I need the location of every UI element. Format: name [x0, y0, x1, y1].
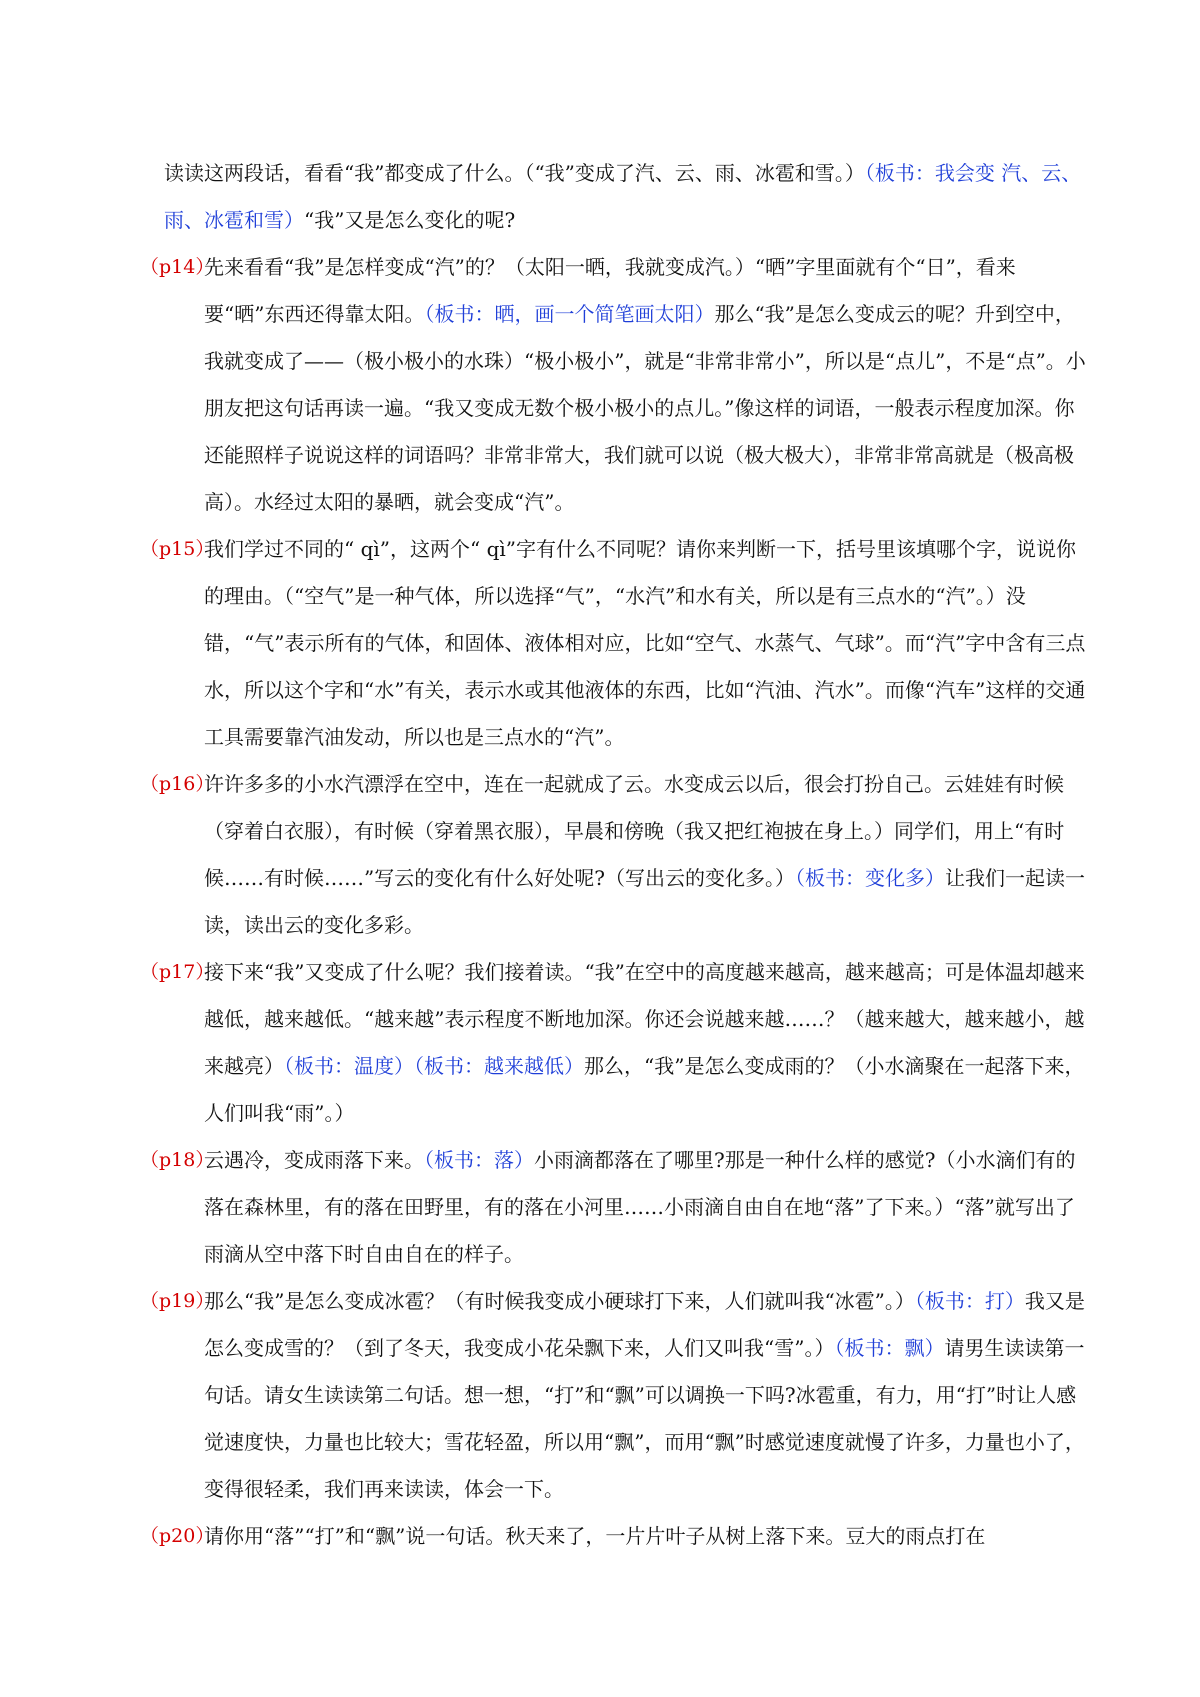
text-run: 许许多多的小水汽漂浮在空中，连在一起就成了云。水变成云以后，很会打扮自己。云娃娃有时候（穿着白衣服），有时候（穿着黑衣服），早晨和傍晚（我又把红袍披在身上。）同学们，用上“有时候……有时候……”写云的变化有什么好处呢?（写出云的变化多。） [204, 772, 1065, 890]
page-marker: （p17） [140, 961, 215, 983]
text-run: 云遇冷，变成雨落下来。 [204, 1148, 424, 1172]
blackboard-note: （板书：晒，画一个简笔画太阳） [424, 302, 715, 326]
text-run: “我”又是怎么变化的呢? [304, 208, 516, 232]
text-run: 先来看看“我”是怎样变成“汽”的？（太阳一晒，我就变成汽。）“晒”字里面就有个“日”，看来要“晒”东西还得靠太阳。 [204, 255, 1016, 326]
paragraph-intro [140, 150, 1090, 244]
blackboard-note: （板书：飘） [834, 1336, 945, 1360]
paragraph-p19 [140, 1278, 1090, 1513]
text-run: 我又是怎么变成雪的？（到了冬天，我变成小花朵飘下来，人们又叫我“雪”。） [204, 1289, 1085, 1360]
text-run: 那么，“我”是怎么变成雨的？（小水滴聚在一起落下来，人们叫我“雨”。） [204, 1054, 1085, 1125]
text-run: 我们学过不同的“ qì”，这两个“ qì”字有什么不同呢？请你来判断一下，括号里该填哪个字，说说你的理由。（“空气”是一种气体，所以选择“气”，“水汽”和水有关，所以是有三点水的“汽”。）没错，“气”表示所有的气体，和固体、液体相对应，比如“空气、水蒸气、气球”。而“汽”字中含有三点水，所以这个字和“水”有关，表示水或其他液体的东西，比如“汽油、汽水”。而像“汽车”这样的交通工具需要靠汽油发动，所以也是三点水的“汽”。 [204, 537, 1086, 749]
paragraph-p14 [140, 244, 1090, 526]
paragraph-p16 [140, 761, 1090, 949]
blackboard-note: （板书：落） [424, 1148, 534, 1172]
text-run: 读读这两段话，看看“我”都变成了什么。（“我”变成了汽、云、雨、冰雹和雪。） [164, 161, 865, 185]
text-run: 那么“我”是怎么变成冰雹？（有时候我变成小硬球打下来，人们就叫我“冰雹”。） [204, 1289, 915, 1313]
paragraph-p15 [140, 526, 1090, 761]
text-run: 那么“我”是怎么变成云的呢？升到空中，我就变成了——（极小极小的水珠）“极小极小”，就是“非常非常小”，所以是“点儿”，不是“点”。小朋友把这句话再读一遍。“我又变成无数个极小极小的点儿。”像这样的词语，一般表示程度加深。你还能照样子说说这样的词语吗？非常非常大，我们就可以说（极大极大），非常非常高就是（极高极高）。水经过太阳的暴晒，就会变成“汽”。 [204, 302, 1086, 514]
page-marker: （p16） [140, 773, 215, 795]
blackboard-note: （板书：温度）（板书：越来越低） [284, 1054, 584, 1078]
page-marker: （p19） [140, 1290, 215, 1312]
text-run: 接下来“我”又变成了什么呢？我们接着读。“我”在空中的高度越来越高，越来越高；可是体温却越来越低，越来越低。“越来越”表示程度不断地加深。你还会说越来越……？（越来越大，越来越小，越来越亮） [204, 960, 1085, 1078]
text-run: 小雨滴都落在了哪里?那是一种什么样的感觉?（小水滴们有的落在森林里，有的落在田野里，有的落在小河里……小雨滴自由自在地“落”了下来。）“落”就写出了雨滴从空中落下时自由自在的样子。 [204, 1148, 1076, 1266]
blackboard-note: （板书：我会变 汽、云、雨、冰雹和雪） [164, 161, 1082, 232]
text-run: 让我们一起读一读，读出云的变化多彩。 [204, 866, 1085, 937]
page-marker: （p18） [140, 1149, 215, 1171]
paragraph-p20 [140, 1513, 1090, 1560]
blackboard-note: （板书：变化多） [794, 866, 945, 890]
page-marker: （p20） [140, 1525, 215, 1547]
paragraph-p18 [140, 1137, 1090, 1278]
text-run: 请你用“落”“打”和“飘”说一句话。秋天来了，一片片叶子从树上落下来。豆大的雨点打在 [204, 1524, 986, 1548]
text-run: 请男生读读第一句话。请女生读读第二句话。想一想，“打”和“飘”可以调换一下吗?冰雹重，有力，用“打”时让人感觉速度快，力量也比较大；雪花轻盈，所以用“飘”，而用“飘”时感觉速度就慢了许多，力量也小了，变得很轻柔，我们再来读读，体会一下。 [204, 1336, 1085, 1501]
paragraph-p17 [140, 949, 1090, 1137]
page-marker: （p14） [140, 256, 215, 278]
blackboard-note: （板书：打） [914, 1289, 1025, 1313]
page-marker: （p15） [140, 538, 215, 560]
lesson-text [140, 150, 1090, 1560]
